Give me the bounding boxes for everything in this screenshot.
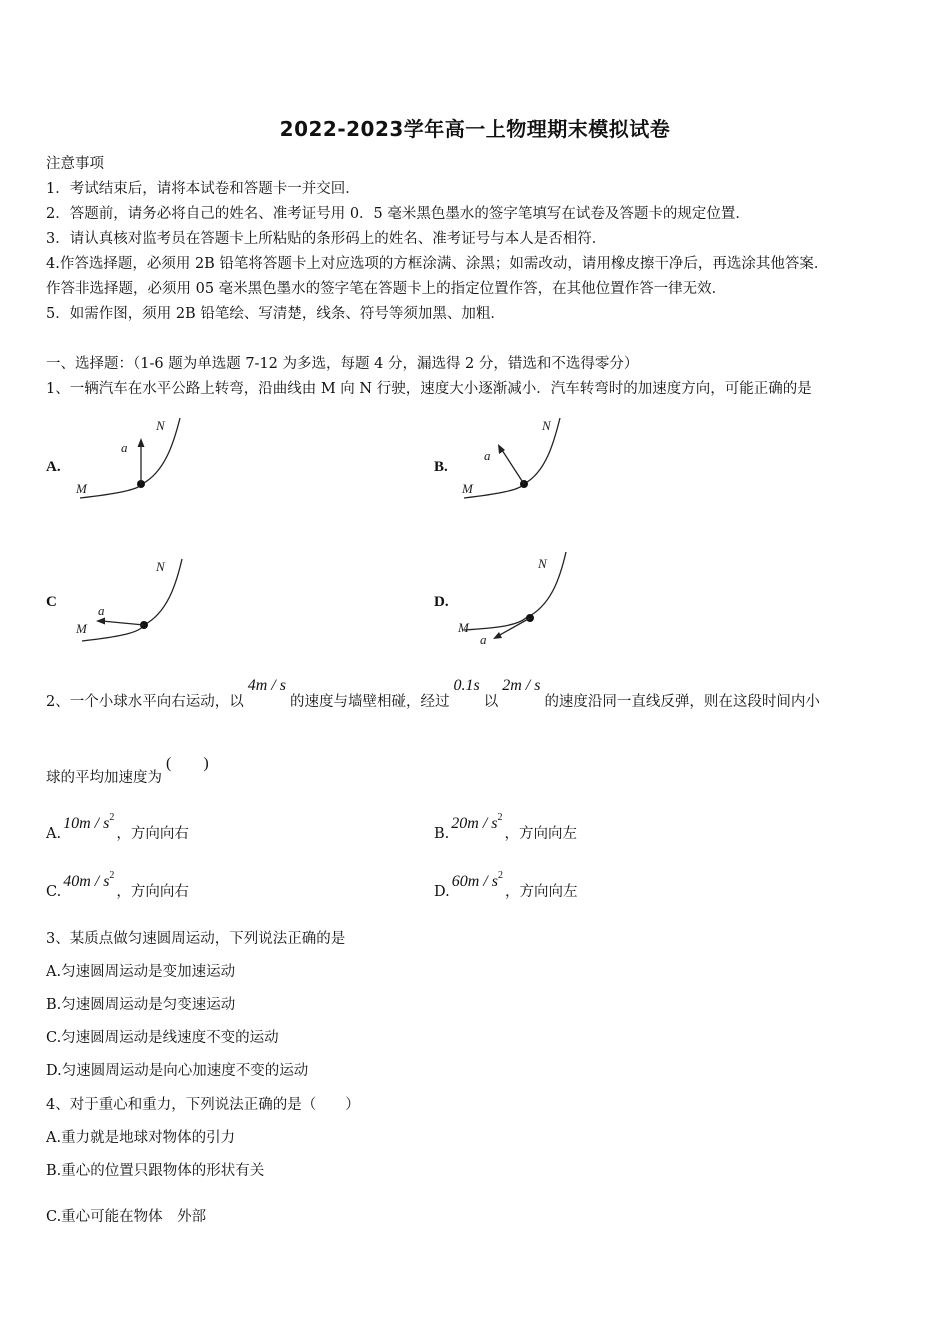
notice-item: 5．如需作图，须用 2B 铅笔绘、写清楚，线条、符号等须加黑、加粗．: [46, 306, 505, 322]
q2-option-c-exp: 2: [109, 870, 115, 881]
q2-option-c-value: 40m / s: [63, 873, 110, 890]
point-label-n: N: [542, 418, 551, 433]
q2-option-b: [434, 812, 577, 843]
q2-rebound-speed: 2m / s: [502, 677, 541, 694]
acceleration-arrow: [498, 618, 530, 636]
notice-item: 2．答题前，请务必将自己的姓名、准考证号用 0．5 毫米黑色墨水的签字笔填写在试卷及答题卡的规定位置．: [46, 206, 750, 222]
q1-option-b-figure: [456, 412, 576, 504]
q2-option-d: [434, 870, 578, 901]
arrow-label-a: a: [480, 632, 487, 647]
q1-option-c-label: C: [46, 594, 57, 610]
q2-option-b-label: B.: [434, 826, 450, 842]
q4-option: B.重心的位置只跟物体的形状有关: [46, 1163, 265, 1179]
q2-option-a: [46, 812, 189, 843]
q1-option-b-label: B.: [434, 459, 448, 475]
point-label-m: M: [76, 481, 87, 496]
acceleration-arrow: [102, 621, 144, 625]
q2-option-b-value: 20m / s: [451, 815, 498, 832]
q2-option-c: [46, 870, 189, 901]
q3-option: B.匀速圆周运动是匀变速运动: [46, 997, 236, 1013]
arrowhead-icon: [96, 618, 105, 625]
q2-stem-part2: 的速度与墙壁相碰，经过: [289, 694, 450, 710]
q1-option-a-label: A.: [46, 459, 61, 475]
q2-answer-blank: ( ): [166, 755, 209, 772]
curve-path: [464, 552, 566, 630]
q2-option-b-text: ，方向向左: [504, 826, 577, 842]
point-label-m: M: [76, 621, 87, 636]
q3-option: C.匀速圆周运动是线速度不变的运动: [46, 1030, 279, 1046]
q2-option-a-text: ，方向向右: [116, 826, 189, 842]
q2-option-c-label: C.: [46, 884, 62, 900]
q2-option-c-text: ，方向向右: [116, 884, 189, 900]
point-label-n: N: [538, 556, 547, 571]
point-label-n: N: [156, 418, 165, 433]
curve-path: [80, 418, 180, 498]
q1-option-d-figure: [456, 550, 576, 648]
section-heading: 一、选择题：（1-6 题为单选题 7-12 为多选，每题 4 分，漏选得 2 分，错选和不选得零分）: [46, 356, 639, 372]
q1-option-c-figure: [72, 555, 192, 647]
q1-option-a-figure: [70, 412, 190, 504]
q3-stem: 3、某质点做匀速圆周运动，下列说法正确的是: [46, 931, 346, 947]
q2-option-d-exp: 2: [497, 870, 503, 881]
q2-option-d-value: 60m / s: [451, 873, 498, 890]
notice-item: 作答非选择题，必须用 05 毫米黑色墨水的签字笔在答题卡上的指定位置作答，在其他位置作答一律无效．: [46, 281, 727, 297]
page-title: 2022-2023学年高一上物理期末模拟试卷: [279, 117, 671, 141]
arrow-label-a: a: [484, 448, 491, 463]
notice-item: 3．请认真核对监考员在答题卡上所粘贴的条形码上的姓名、准考证号与本人是否相符．: [46, 231, 607, 247]
notice-heading: 注意事项: [46, 156, 104, 172]
q2-stem-line2-text: 球的平均加速度为: [46, 770, 162, 786]
q2-option-d-label: D.: [434, 884, 450, 900]
q3-option: A.匀速圆周运动是变加速运动: [46, 964, 236, 980]
q2-stem-line2: [46, 755, 209, 787]
point-label-m: M: [462, 481, 473, 496]
q2-stem-part3: 以: [483, 694, 499, 710]
q4-option: A.重力就是地球对物体的引力: [46, 1130, 236, 1146]
notice-item: 1．考试结束后，请将本试卷和答题卡一并交回．: [46, 181, 360, 197]
acceleration-arrow: [502, 450, 524, 484]
curve-path: [82, 559, 182, 641]
q2-option-d-text: ，方向向左: [504, 884, 578, 900]
q3-option: D.匀速圆周运动是向心加速度不变的运动: [46, 1063, 309, 1079]
q2-stem-part4: 的速度沿同一直线反弹，则在这段时间内小: [544, 694, 820, 710]
q2-option-a-exp: 2: [109, 812, 115, 823]
q1-stem: 1、一辆汽车在水平公路上转弯，沿曲线由 M 向 N 行驶，速度大小逐渐减小．汽车转弯时的加速度方向，可能正确的是: [46, 381, 812, 397]
q4-stem: 4、对于重心和重力，下列说法正确的是（ ）: [46, 1097, 360, 1113]
q2-option-b-exp: 2: [497, 812, 503, 823]
point-label-m: M: [458, 620, 469, 635]
q1-option-d-label: D.: [434, 594, 449, 610]
q2-time: 0.1s: [453, 677, 480, 694]
q2-stem-line1: [46, 677, 820, 711]
q2-stem-part1: 2、一个小球水平向右运动，以: [46, 694, 244, 710]
arrowhead-icon: [138, 438, 145, 447]
arrowhead-icon: [493, 632, 502, 639]
q2-initial-speed: 4m / s: [247, 677, 286, 694]
q2-option-a-label: A.: [46, 826, 62, 842]
notice-item: 4.作答选择题，必须用 2B 铅笔将答题卡上对应选项的方框涂满、涂黑；如需改动，请用橡皮擦干净后，再选涂其他答案．: [46, 256, 829, 272]
q2-option-a-value: 10m / s: [63, 815, 110, 832]
arrow-label-a: a: [121, 440, 128, 455]
point-label-n: N: [156, 559, 165, 574]
q4-option: C.重心可能在物体 外部: [46, 1209, 207, 1225]
arrow-label-a: a: [98, 603, 105, 618]
